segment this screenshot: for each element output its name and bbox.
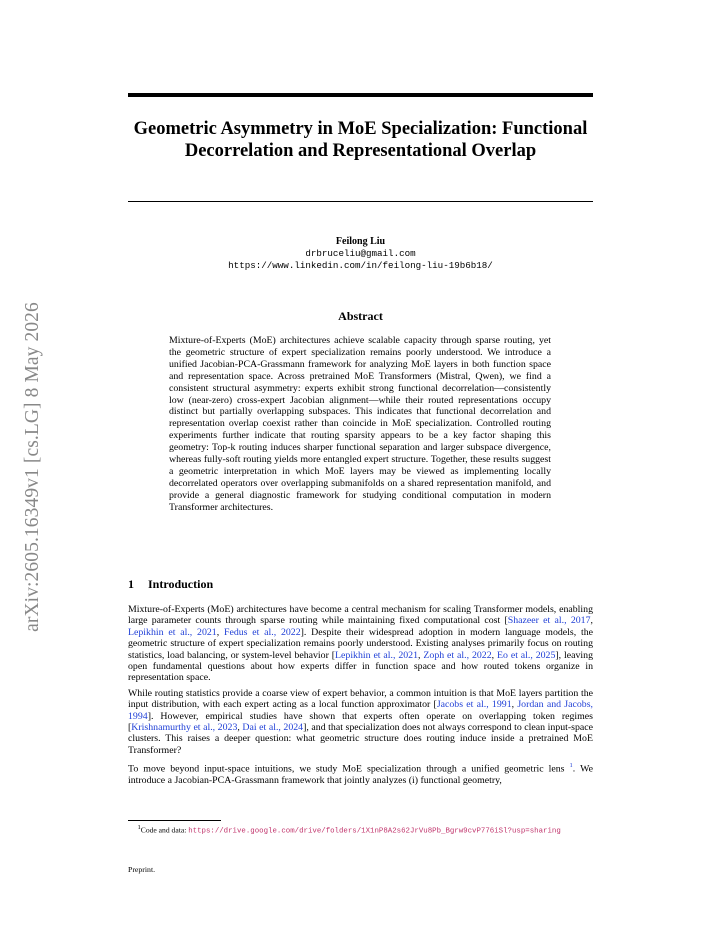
footnote-number: 1: [137, 824, 141, 831]
paragraph-1: Mixture-of-Experts (MoE) architectures have become a central mechanism for scaling Transformer models, enabling large parameter counts through sparse routing while maintaining fixed computational cost [Shazeer et al., 2017, Lepikhin et al., 2021, Fedus et al., 2022]. Despite their widespread adoption in modern language models, the geometric structure of expert specialization remains poorly understood. Existing analyses primarily focus on routing statistics, load balancing, or system-level behavior [Lepikhin et al., 2021, Zoph et al., 2022, Eo et al., 2025], leaving open fundamental questions about how experts differ in function space and how routed tokens organize in representation space.: [128, 604, 594, 684]
section-number: 1: [128, 577, 134, 591]
section-heading: [128, 577, 213, 592]
paper-title: Geometric Asymmetry in MoE Specialization: Functional Decorrelation and Representational Overlap: [133, 119, 588, 161]
footnote-marker[interactable]: 1: [569, 762, 573, 770]
paragraph-3: To move beyond input-space intuitions, we study MoE specialization through a unified geometric lens $^1$. We introduce a Jacobian-PCA-Grassmann framework that jointly analyzes (i) functional geometry,: [128, 762, 593, 786]
author-url[interactable]: https://www.linkedin.com/in/feilong-liu-19b6b18/: [228, 260, 493, 271]
footnote-url[interactable]: https://drive.google.com/drive/folders/1X1nP8A2s62JrVu8Pb_Bgrw9cvP776iSl?usp=sharing: [188, 827, 561, 836]
title-rule: [128, 201, 593, 202]
footnote-rule: [128, 820, 221, 821]
author-email[interactable]: drbruceliu@gmail.com: [305, 248, 416, 259]
citation-link[interactable]: Jacobs et al., 1991: [436, 699, 512, 711]
author-block: [128, 236, 593, 272]
preprint-footer: Preprint.: [128, 865, 156, 874]
intro-body: [128, 604, 593, 790]
citation-link[interactable]: Lepikhin et al., 2021: [128, 626, 217, 638]
footnote-label: Code and data:: [140, 825, 189, 835]
author-name: Feilong Liu: [335, 236, 386, 247]
footnote: [128, 823, 593, 837]
citation-link[interactable]: Shazeer et al., 2017: [507, 615, 591, 627]
abstract-heading: Abstract: [338, 309, 383, 323]
citation-link[interactable]: Dai et al., 2024: [242, 722, 304, 734]
citation-link[interactable]: Lepikhin et al., 2021: [335, 649, 419, 661]
citation-link[interactable]: Jordan and Jacobs, 1994: [128, 699, 594, 722]
abstract-text: Mixture-of-Experts (MoE) architectures achieve scalable capacity through sparse routing, yet the geometric structure of expert specialization remains poorly understood. We introduce a unified Jacobian-PCA-Grassmann framework for analyzing MoE layers in both function space and representation space. Across pretrained MoE Transformers (Mistral, Qwen), we find a consistent structural asymmetry: experts exhibit strong functional decorrelation—consistently low (near-zero) cross-expert Jacobian alignment—while their routed representations occupy distinct but partially overlapping subspaces. This indicates that functional decorrelation and representation overlap coexist rather than coincide in MoE specialization. Controlled routing experiments further indicate that routing sparsity appears to be a key factor shaping this geometry: Top-k routing induces sharper functional separation and larger subspace divergence, whereas fully-soft routing yields more entangled expert structure. Together, these results suggest a geometric interpretation in which MoE layers may be viewed as implementing locally decorrelated operators over overlapping submanifolds on a shared representation manifold, and provide a general diagnostic framework for studying conditional computation in modern Transformer architectures.: [169, 335, 551, 513]
arxiv-stamp: arXiv:2605.16349v1 [cs.LG] 8 May 2026: [22, 302, 43, 632]
section-title: Introduction: [148, 577, 214, 591]
citation-link[interactable]: Krishnamurthy et al., 2023: [131, 722, 238, 734]
citation-link[interactable]: Fedus et al., 2022: [223, 626, 301, 638]
top-rule: [128, 93, 593, 97]
citation-link[interactable]: Eo et al., 2025: [497, 649, 556, 661]
paragraph-2: While routing statistics provide a coarse view of expert behavior, a common intuition is that MoE layers partition the input distribution, with each expert acting as a local function approximator [Jacobs et al., 1991, Jordan and Jacobs, 1994]. However, empirical studies have shown that experts often operate on overlapping token regimes [Krishnamurthy et al., 2023, Dai et al., 2024], and that specialization does not always correspond to clean input-space clusters. This raises a deeper question: what geometric structure does routing induce inside a pretrained MoE Transformer?: [128, 687, 594, 756]
citation-link[interactable]: Zoph et al., 2022: [423, 649, 492, 661]
